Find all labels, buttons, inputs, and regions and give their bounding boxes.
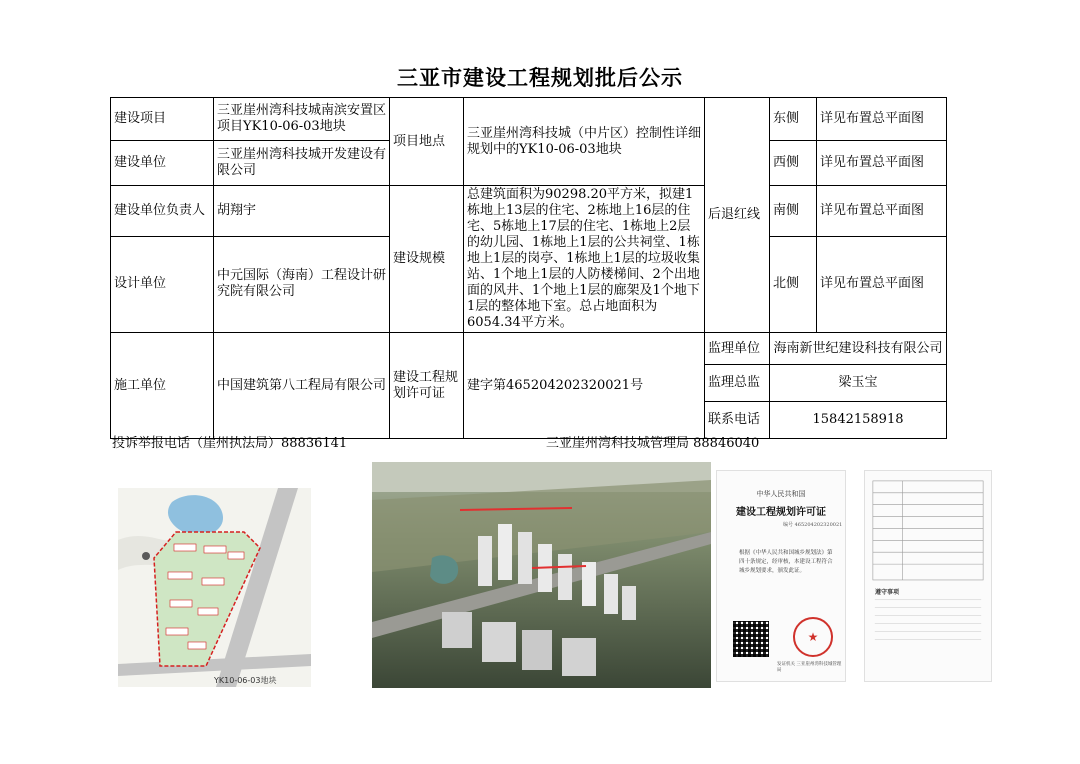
setback-label: 后退红线 <box>705 98 770 333</box>
south-label: 南侧 <box>770 186 817 237</box>
design-label: 设计单位 <box>111 236 214 332</box>
design-value: 中元国际（海南）工程设计研究院有限公司 <box>214 236 390 332</box>
east-label: 东侧 <box>770 98 817 141</box>
north-label: 北侧 <box>770 236 817 332</box>
permit-label: 建设工程规划许可证 <box>390 333 464 439</box>
permit-certificate-front <box>716 470 846 682</box>
unit-label: 建设单位 <box>111 141 214 186</box>
qr-code <box>733 621 769 657</box>
scale-label: 建设规模 <box>390 186 464 333</box>
site-plan-image <box>118 488 311 687</box>
permit-number-label: 编号 <box>783 522 794 528</box>
chief-supervisor-value: 梁玉宝 <box>770 365 947 402</box>
supervision-unit-value: 海南新世纪建设科技有限公司 <box>770 333 947 365</box>
west-value: 详见布置总平面图 <box>817 141 947 186</box>
aerial-rendering-image <box>372 462 711 688</box>
west-label: 西侧 <box>770 141 817 186</box>
chief-supervisor-label: 监理总监 <box>705 365 770 402</box>
construction-label: 施工单位 <box>111 333 214 439</box>
permit-value: 建字第465204202320021号 <box>464 333 705 439</box>
leader-value: 胡翔宇 <box>214 186 390 237</box>
site-plan-caption: YK10-06-03地块 <box>214 676 277 685</box>
north-value: 详见布置总平面图 <box>817 236 947 332</box>
project-label: 建设项目 <box>111 98 214 141</box>
location-label: 项目地点 <box>390 98 464 186</box>
permit-issuer: 发证机关 三亚崖州湾科技城管理局 <box>777 662 842 673</box>
east-value: 详见布置总平面图 <box>817 98 947 141</box>
permit-doc-title: 建设工程规划许可证 <box>736 507 826 518</box>
permit-body: 根据《中华人民共和国城乡规划法》第四十条规定，经审核，本建设工程符合城乡规划要求，颁发此证。 <box>739 550 833 574</box>
south-value: 详见布置总平面图 <box>817 186 947 237</box>
phone-value: 15842158918 <box>770 402 947 439</box>
unit-value: 三亚崖州湾科技城开发建设有限公司 <box>214 141 390 186</box>
project-value: 三亚崖州湾科技城南滨安置区项目YK10-06-03地块 <box>214 98 390 141</box>
location-value: 三亚崖州湾科技城（中片区）控制性详细规划中的YK10-06-03地块 <box>464 98 705 186</box>
construction-value: 中国建筑第八工程局有限公司 <box>214 333 390 439</box>
permit-certificate-back <box>864 470 992 682</box>
permit-country: 中华人民共和国 <box>756 490 806 498</box>
permit-notice-title: 遵守事项 <box>875 589 900 596</box>
project-info-table <box>110 97 947 439</box>
leader-label: 建设单位负责人 <box>111 186 214 237</box>
permit-number-value: 465204202320021 <box>794 522 843 528</box>
authority-phone: 三亚崖州湾科技城管理局 88846040 <box>546 436 760 451</box>
official-seal: ★ <box>793 617 833 657</box>
phone-label: 联系电话 <box>705 402 770 439</box>
page-title: 三亚市建设工程规划批后公示 <box>397 66 683 90</box>
supervision-unit-label: 监理单位 <box>705 333 770 365</box>
complaint-phone: 投诉举报电话（崖州执法局）88836141 <box>112 436 348 451</box>
scale-value: 总建筑面积为90298.20平方米，拟建1栋地上13层的住宅、2栋地上16层的住宅、5栋地上17层的住宅、1栋地上2层的幼儿园、1栋地上1层的公共祠堂、1栋地上1层的岗亭、1栋地上1层的垃圾收集站、1个地上1层的人防楼梯间、2个出地面的风井、1个地上1层的廊架及1个地下1层的整体地下室。总占地面积为6054.34平方米。 <box>464 186 705 333</box>
